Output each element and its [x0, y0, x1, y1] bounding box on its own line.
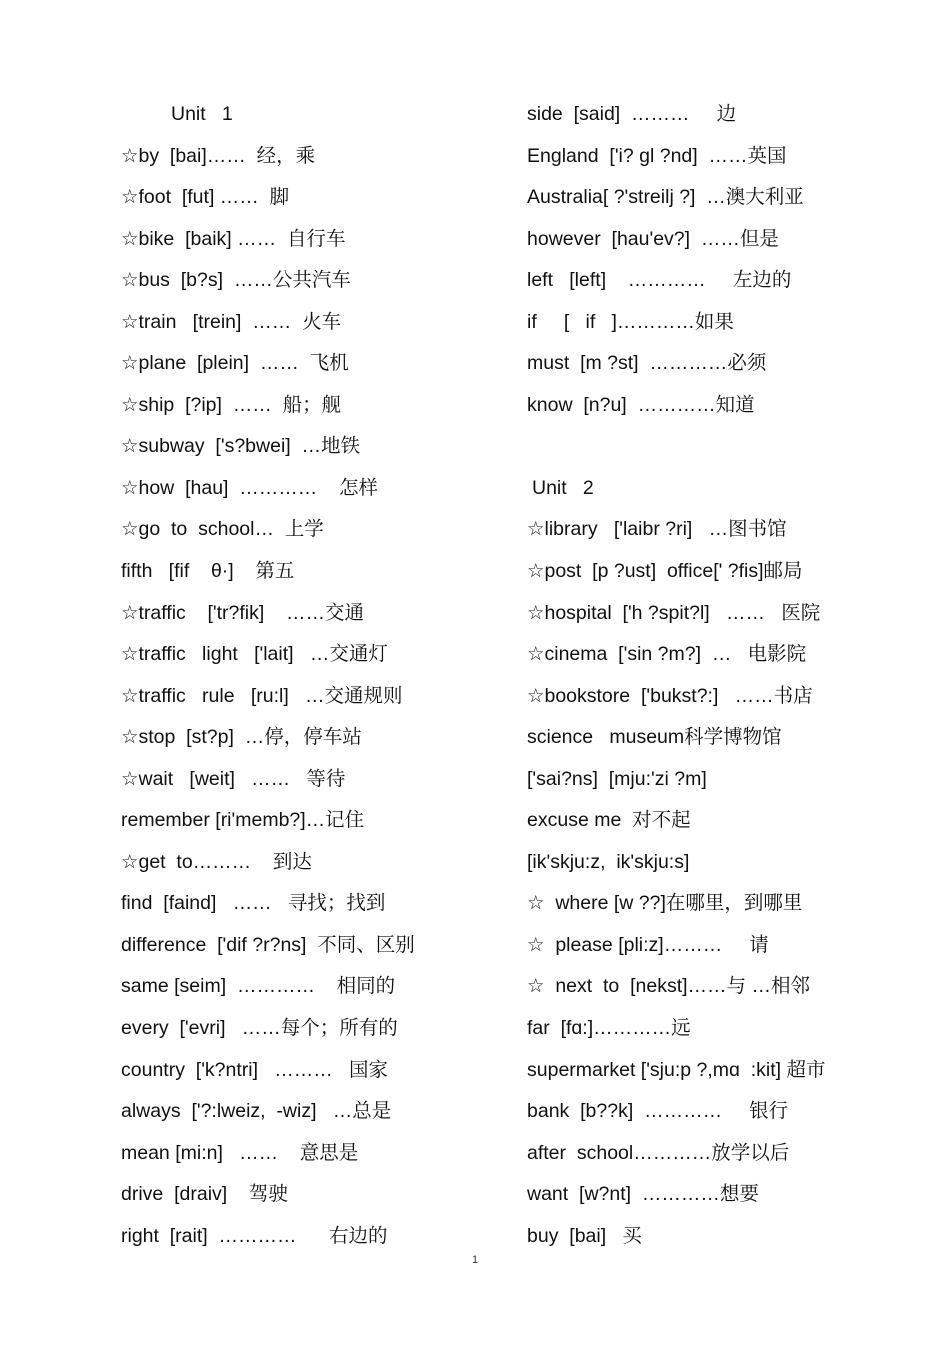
vocab-entry: ☆ next to [nekst]……与 …相邻 [527, 975, 810, 998]
vocab-entry: Australia[ ?'streilj ?] …澳大利亚 [527, 186, 804, 209]
vocab-entry: ☆plane [plein] …… 飞机 [121, 352, 349, 375]
vocab-entry: ☆library ['laibr ?ri] …图书馆 [527, 518, 787, 541]
left-column [121, 94, 501, 1257]
vocab-entry: ☆traffic rule [ru:l] …交通规则 [121, 684, 403, 707]
vocab-entry: ☆by [bai]…… 经，乘 [121, 144, 316, 167]
vocab-entry: ☆stop [st?p] …停，停车站 [121, 726, 362, 749]
vocab-entry: ☆traffic ['tr?fik] ……交通 [121, 601, 364, 624]
vocab-entry: ☆post [p ?ust] office[' ?fis]邮局 [527, 560, 803, 583]
vocab-entry: ☆wait [weit] …… 等待 [121, 767, 346, 790]
vocab-entry: ☆hospital ['h ?spit?l] …… 医院 [527, 601, 821, 624]
vocab-entry: buy [bai] 买 [527, 1224, 642, 1247]
vocab-entry: want [w?nt] …………想要 [527, 1183, 759, 1206]
vocab-entry: supermarket ['sju:p ?,mɑ :kit] 超市 [527, 1058, 826, 1081]
vocab-entry: ☆ where [w ??]在哪里，到哪里 [527, 892, 803, 915]
vocab-entry: science museum科学博物馆 [527, 726, 782, 749]
vocab-entry: ☆traffic light ['lait] …交通灯 [121, 643, 388, 666]
vocab-entry: must [m ?st] …………必须 [527, 352, 767, 375]
vocab-entry: ☆train [trein] …… 火车 [121, 310, 342, 333]
vocab-entry: ☆cinema ['sin ?m?] … 电影院 [527, 643, 807, 666]
vocab-entry: drive [draiv] 驾驶 [121, 1183, 288, 1206]
right-column [527, 94, 927, 1257]
vocab-entry: ☆bike [baik] …… 自行车 [121, 227, 346, 250]
vocab-entry: ☆ please [pli:z]……… 请 [527, 933, 769, 956]
vocab-entry: mean [mi:n] …… 意思是 [121, 1141, 359, 1164]
vocab-entry: fifth [fif θ·] 第五 [121, 560, 295, 583]
vocab-entry: left [left] ………… 左边的 [527, 269, 792, 292]
vocab-entry: ☆ship [?ip] …… 船；舰 [121, 393, 342, 416]
vocab-entry: [ik'skju:z, ik'skju:s] [527, 850, 690, 873]
vocab-entry: know [n?u] …………知道 [527, 393, 755, 416]
vocab-entry: side [said] ……… 边 [527, 103, 737, 125]
vocab-entry: ☆how [hau] ………… 怎样 [121, 476, 378, 499]
vocab-entry: ☆foot [fut] …… 脚 [121, 186, 290, 209]
vocab-entry: ☆bookstore ['bukst?:] ……书店 [527, 684, 813, 707]
vocab-entry: right [rait] ………… 右边的 [121, 1224, 388, 1247]
unit-heading: Unit 1 [171, 103, 233, 125]
blank-line [527, 426, 927, 468]
vocab-entry: always ['?:lweiz, -wiz] …总是 [121, 1100, 392, 1123]
vocab-entry: every ['evri] ……每个；所有的 [121, 1017, 398, 1040]
vocab-entry: same [seim] ………… 相同的 [121, 975, 396, 998]
vocab-entry: ['sai?ns] [mju:'zi ?m] [527, 767, 707, 790]
vocab-entry: find [faind] …… 寻找；找到 [121, 892, 386, 915]
vocab-entry: ☆subway ['s?bwei] …地铁 [121, 435, 361, 458]
vocab-entry: ☆go to school… 上学 [121, 518, 324, 541]
vocab-entry: ☆get to……… 到达 [121, 850, 312, 873]
vocab-entry: difference ['dif ?r?ns] 不同、区别 [121, 933, 415, 956]
vocab-entry: bank [b??k] ………… 银行 [527, 1100, 789, 1123]
vocab-entry: after school…………放学以后 [527, 1141, 790, 1164]
vocab-entry: however [hau'ev?] ……但是 [527, 227, 779, 250]
vocab-entry: country ['k?ntri] ……… 国家 [121, 1058, 389, 1081]
vocab-entry: far [fɑ:]…………远 [527, 1017, 691, 1040]
page-number: 1 [471, 1254, 479, 1266]
unit-heading: Unit 2 [532, 476, 594, 499]
vocab-entry: remember [ri'memb?]…记住 [121, 809, 365, 832]
vocab-entry: ☆bus [b?s] ……公共汽车 [121, 269, 351, 292]
vocab-entry: if [ if ]…………如果 [527, 310, 734, 333]
vocab-entry: excuse me 对不起 [527, 809, 691, 832]
vocab-entry: England ['i? gl ?nd] ……英国 [527, 144, 787, 167]
